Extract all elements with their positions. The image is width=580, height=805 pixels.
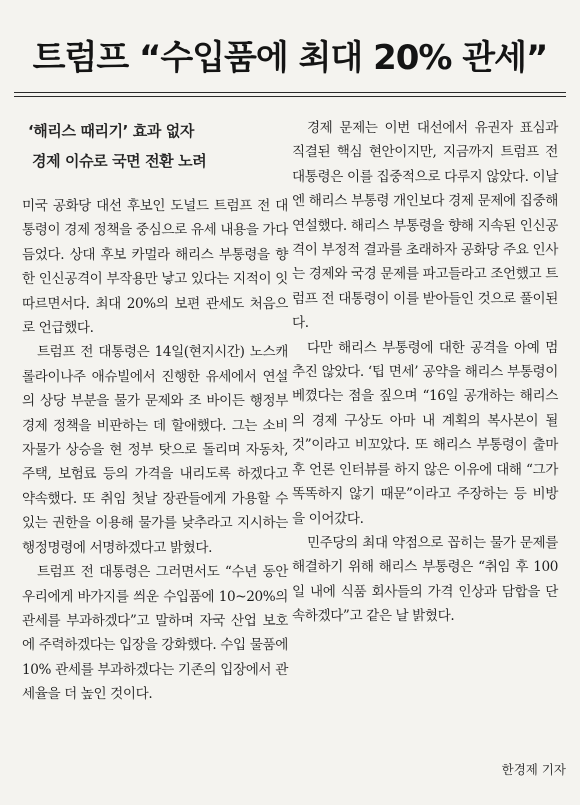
paragraph-6: 민주당의 최대 약점으로 꼽히는 물가 문제를 해결하기 위해 해리스 부통령은 “취임 후 100일 내에 식품 회사들의 가격 인상과 담합을 단속하겠다”고 같은 날 밝혔다. [292, 534, 558, 625]
paragraph-2: 트럼프 전 대통령은 14일(현지시간) 노스캐롤라이나주 애슈빌에서 진행한 유세에서 연설의 상당 부분을 물가 문제와 조 바이든 행정부 경제 정책을 비판하는 데 할애했다. 그는 소비자물가 상승을 현 정부 탓으로 돌리며 자동차, 주택, 보험료 등의 가격을 내리도록 하겠다고 약속했다. 또 취임 첫날 장관들에게 가용할 수 있는 권한을 이용해 물가를 낮추라고 지시하는 행정명령에 서명하겠다고 밝혔다. [22, 344, 288, 556]
subhead-2: 경제 이슈로 국면 전환 노려 [32, 152, 207, 170]
headline: 트럼프 “수입품에 최대 20% 관세” [32, 38, 548, 78]
paragraph-5: 다만 해리스 부통령에 대한 공격을 아예 멈추진 않았다. ‘팁 면세’ 공약을 해리스 부통령이 베꼈다는 점을 짚으며 “16일 공개하는 해리스의 경제 구상도 아마 내 계획의 복사본이 될 것”이라고 비꼬았다. 또 해리스 부통령이 출마 후 언론 인터뷰를 하지 않은 이유에 대해 “그가 똑똑하지 않기 때문”이라고 주장하는 등 비방을 이어갔다. [292, 339, 558, 527]
left-column [22, 116, 288, 707]
paragraph-3: 트럼프 전 대통령은 그러면서도 “수년 동안 우리에게 바가지를 씌운 수입품에 10~20%의 관세를 부과하겠다”고 말하며 자국 산업 보호에 주력하겠다는 입장을 강화했다. 수입 물품에 10% 관세를 부과하겠다는 기존의 입장에서 관세율을 더 높인 것이다. [22, 564, 288, 703]
right-column [292, 116, 558, 629]
subheads [28, 116, 288, 176]
paragraph-1: 미국 공화당 대선 후보인 도널드 트럼프 전 대통령이 경제 정책을 중심으로 유세 내용을 가다듬었다. 상대 후보 카멀라 해리스 부통령을 향한 인신공격이 부작용만 낳고 있다는 지적이 잇따르면서다. 최대 20%의 보편 관세도 처음으로 언급했다. [22, 198, 288, 337]
paragraph-4: 경제 문제는 이번 대선에서 유권자 표심과 직결된 핵심 현안이지만, 지금까지 트럼프 전 대통령은 이를 집중적으로 다루지 않았다. 이날엔 해리스 부통령 개인보다 경제 문제에 집중해 연설했다. 해리스 부통령을 향해 지속된 인신공격이 부정적 결과를 초래하자 공화당 주요 인사는 경제와 국경 문제를 파고들라고 조언했고 트럼프 전 대통령이 이를 받아들인 것으로 풀이된다. [292, 120, 558, 332]
headline-rule-top [14, 92, 566, 93]
subhead-1: ‘해리스 때리기’ 효과 없자 [28, 122, 194, 140]
byline: 한경제 기자 [501, 762, 566, 777]
headline-rule-bottom [14, 96, 566, 97]
